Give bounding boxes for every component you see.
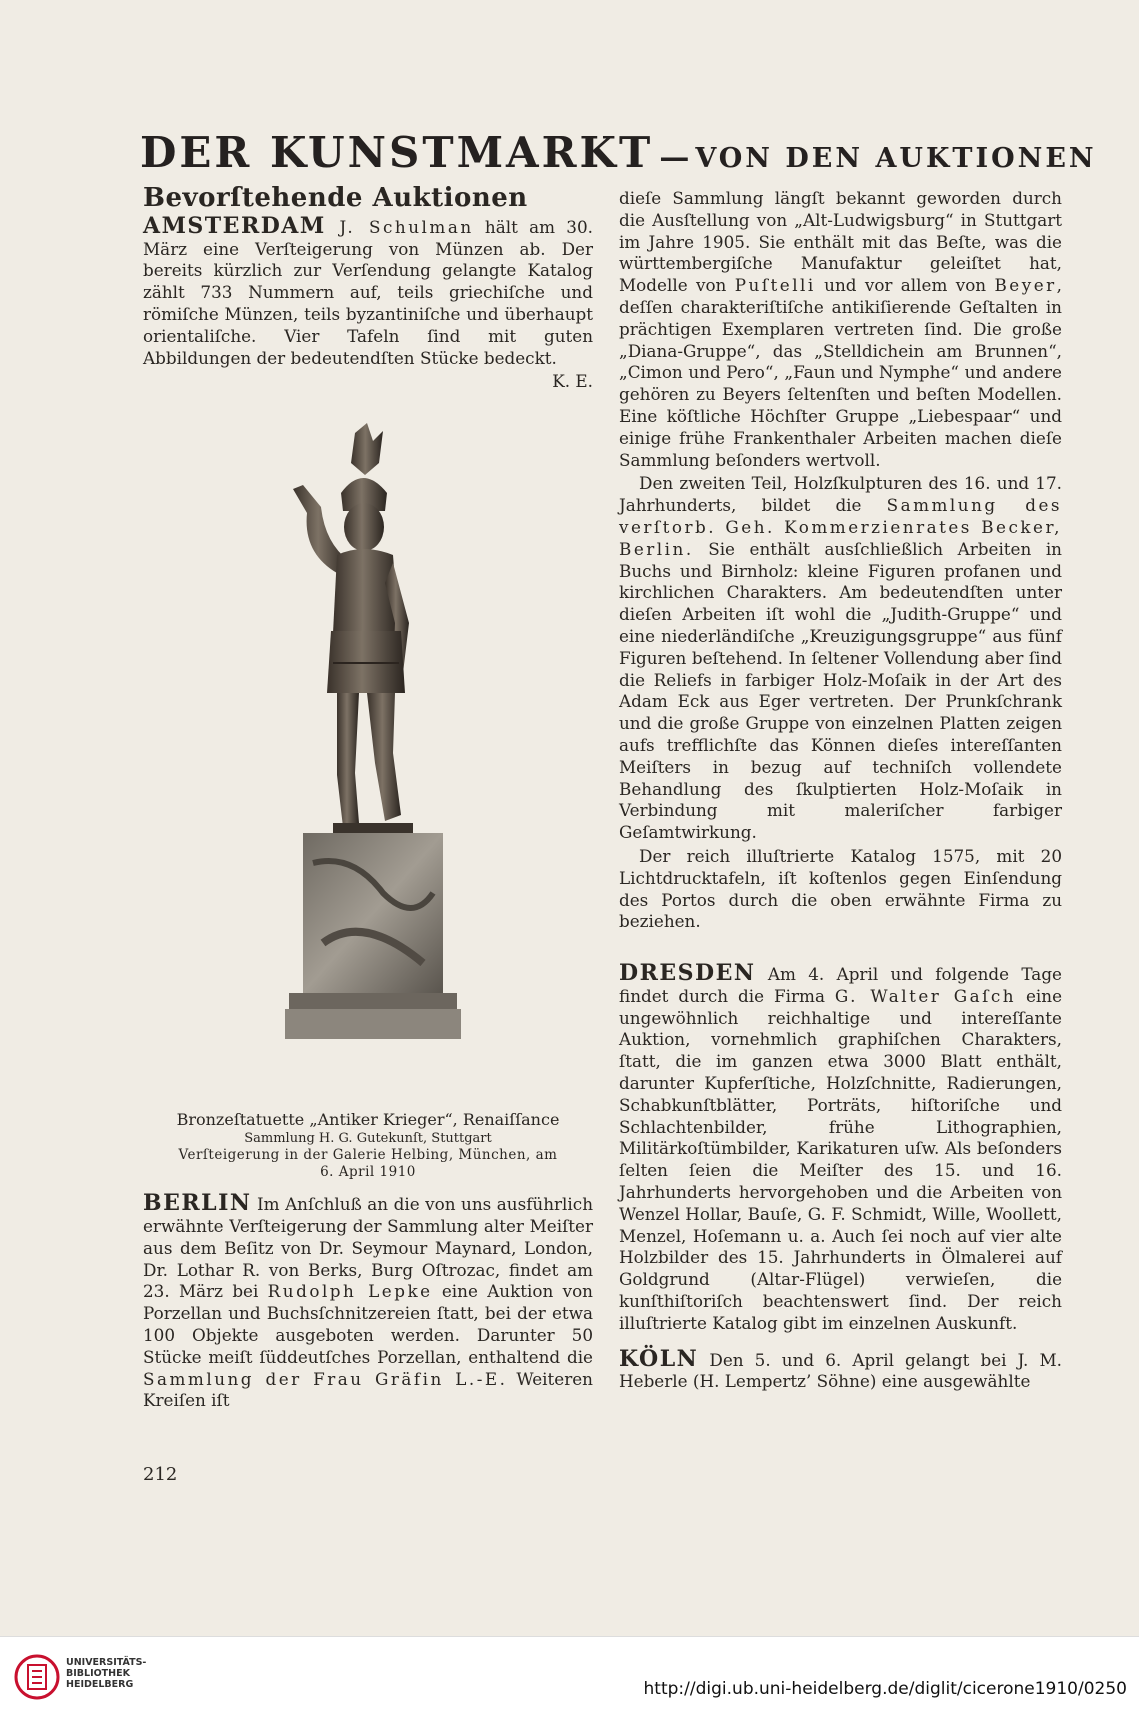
page-header: [140, 128, 1097, 177]
author-signature: K. E.: [552, 371, 593, 392]
ludwigsburg-paragraph: [619, 188, 1062, 471]
amsterdam-text: hält am 30. März eine Verſteigerung von Münzen ab. Der bereits kürzlich zur Verſendung gelangte Katalog zählt 733 Nummern auf, teils griechiſche und römiſche Münzen, teils byzantiniſche und überhaupt orientaliſche. Vier Tafeln ſind mit guten Abbildungen der bedeutendſten Stücke bedeckt.: [143, 216, 593, 368]
berlin-text-1: Im Anſchluß an die von uns ausführlich erwähnte Verſteigerung der Sammlung alter Meiſter aus dem Beſitz von Dr. Seymour Maynard, London, Dr. Lothar R. von Berks, Burg Oſtrozac, findet am 23. März bei: [143, 1194, 593, 1302]
footer-bar: [0, 1636, 1139, 1719]
berlin-firm: Rudolph Lepke: [267, 1281, 433, 1302]
becker-text-2: Sie enthält ausſchließlich Arbeiten in Buchs und Birnholz: kleine Figuren profanen und kirchlichen Charakters. Am bedeutendſten unter dieſen Arbeiten iſt wohl die „Judith-Gruppe“ und eine niederländiſche „Kreuzigungsgruppe“ aus fünf Figuren beſtehend. In ſeltener Vollendung aber ſind die Reliefs in farbiger Holz-Moſaik in der Art des Adam Eck aus Eger vertreten. Der Prunkſchrank und die große Gruppe von einzelnen Platten zeigen aufs trefflichſte das Können dieſes intereſſanten Meiſters in bezug auf techniſch vollendete Behandlung des ſkulptierten Holz-Moſaik in Verbindung mit maleriſcher farbiger Geſamtwirkung.: [619, 538, 1062, 843]
right-column: [619, 188, 1062, 1395]
name-pustelli: Puſtelli: [734, 275, 816, 296]
becker-paragraph: [619, 473, 1062, 844]
ludwigsburg-text-3: , deſſen charakteriſtiſche antikiſierende Geſtalten in prächtigen Exemplaren vertreten ſind. Die große „Diana-Gruppe“, das „Stelldichein am Brunnen“, „Cimon und Pero“, „Faun und Nymphe“ und andere gehören zu Beyers ſeltenſten und beſten Modellen. Eine köſtliche Höchſter Gruppe „Liebespaar“ und einige frühe Frankenthaler Arbeiten machen dieſe Sammlung beſonders wertvoll.: [619, 275, 1062, 470]
ludwigsburg-text-1: dieſe Sammlung längſt bekannt geworden durch die Ausſtellung von „Alt-Ludwigsburg“ in Stuttgart im Jahre 1905. Sie enthält mit das Beſte, was die württembergiſche Manufaktur geleiſtet hat, Modelle von: [619, 188, 1062, 296]
dresden-paragraph: [619, 960, 1063, 1335]
header-dash: —: [659, 140, 690, 175]
library-name-line-1: UNIVERSITÄTS-: [66, 1657, 147, 1668]
library-name: [66, 1657, 146, 1690]
amsterdam-paragraph: [143, 212, 593, 370]
caption-collection: Sammlung H. G. Gutekunſt, Stuttgart: [244, 1131, 492, 1147]
becker-text-1: Den zweiten Teil, Holzſkulpturen des 16. und 17. Jahrhunderts, bildet die: [619, 473, 1062, 516]
library-name-line-2: BIBLIOTHEK: [66, 1668, 130, 1679]
city-heading-amsterdam: AMSTERDAM: [143, 212, 326, 239]
koeln-text: Den 5. und 6. April gelangt bei J. M. Heberle (H. Lempertz’ Söhne) eine ausgewählte: [619, 1349, 1062, 1392]
city-heading-berlin: BERLIN: [143, 1190, 252, 1217]
page-number: 212: [143, 1464, 178, 1485]
dresden-text-2: eine ungewöhnlich reichhaltige und intereſſante Auktion, vornehmlich graphiſchen Charakters, ſtatt, die im ganzen etwa 3000 Blatt enthält, darunter Kupferſtiche, Holzſchnitte, Radierungen, Schabkunſtblätter, Porträts, hiſtoriſche und Schlachtenbilder, frühe Lithographien, Militärkoſtümbilder, Karikaturen uſw. Als beſonders ſelten ſeien die Meiſter des 15. und 16. Jahrhunderts hervorgehoben und die Arbeiten von Wenzel Hollar, Bauſe, G. F. Schmidt, Wille, Woollett, Menzel, Hoſemann u. a. Auch ſei noch auf vier alte Holzbilder des 15. Jahrhunderts in Ölmalerei auf Goldgrund (Altar-Flügel) verwieſen, die kunſthiſtoriſch beachtenswert ſind. Der reich illuſtrierte Katalog gibt im einzelnen Auskunft.: [619, 985, 1063, 1333]
header-subtitle: VON DEN AUKTIONEN: [695, 143, 1097, 174]
name-beyer: Beyer: [994, 275, 1057, 296]
section-title: Bevorſtehende Auktionen: [143, 183, 528, 213]
source-url-link[interactable]: http://digi.ub.uni-heidelberg.de/diglit/cicerone1910/0250: [643, 1679, 1127, 1699]
becker-collection: Sammlung des verſtorb. Geh. Kommerzienrates Becker, Berlin.: [619, 495, 1063, 559]
amsterdam-lead: J. Schulman: [325, 216, 474, 237]
library-name-line-3: HEIDELBERG: [66, 1679, 134, 1690]
city-heading-koeln: KÖLN: [619, 1345, 699, 1372]
figure-caption: [143, 1109, 593, 1181]
caption-date: 6. April 1910: [320, 1164, 416, 1181]
catalog-paragraph: Der reich illuſtrierte Katalog 1575, mit 20 Lichtdrucktafeln, iſt koſtenlos gegen Einſendung des Portos durch die oben erwähnte Firma zu beziehen.: [619, 845, 1062, 932]
berlin-paragraph: [143, 1190, 593, 1412]
caption-auction: Verſteigerung in der Galerie Helbing, München, am: [178, 1147, 558, 1164]
berlin-text-3: Weiteren Kreiſen iſt: [143, 1368, 593, 1411]
city-heading-dresden: DRESDEN: [619, 960, 756, 987]
ludwigsburg-text-2: und vor allem von: [815, 275, 995, 296]
berlin-collection: Sammlung der Frau Gräfin L.-E.: [143, 1368, 508, 1389]
dresden-text-1: Am 4. April und folgende Tage findet durch die Firma: [619, 964, 1062, 1006]
library-seal-icon: [14, 1647, 60, 1707]
left-column: [143, 183, 593, 1414]
statuette-image: [263, 423, 463, 1083]
koeln-paragraph: [619, 1345, 1062, 1394]
statuette-figure: [143, 403, 593, 1103]
header-title: DER KUNSTMARKT: [140, 128, 654, 177]
berlin-text-2: eine Auktion von Porzellan und Buchsſchnitzereien ſtatt, bei der etwa 100 Objekte ausgeboten werden. Darunter 50 Stücke meiſt ſüddeutſches Porzellan, enthaltend die: [143, 1281, 593, 1367]
dresden-firm: G. Walter Gaſch: [834, 985, 1017, 1006]
caption-title: Bronzeſtatuette „Antiker Krieger“, Renaiſſance: [176, 1110, 560, 1130]
